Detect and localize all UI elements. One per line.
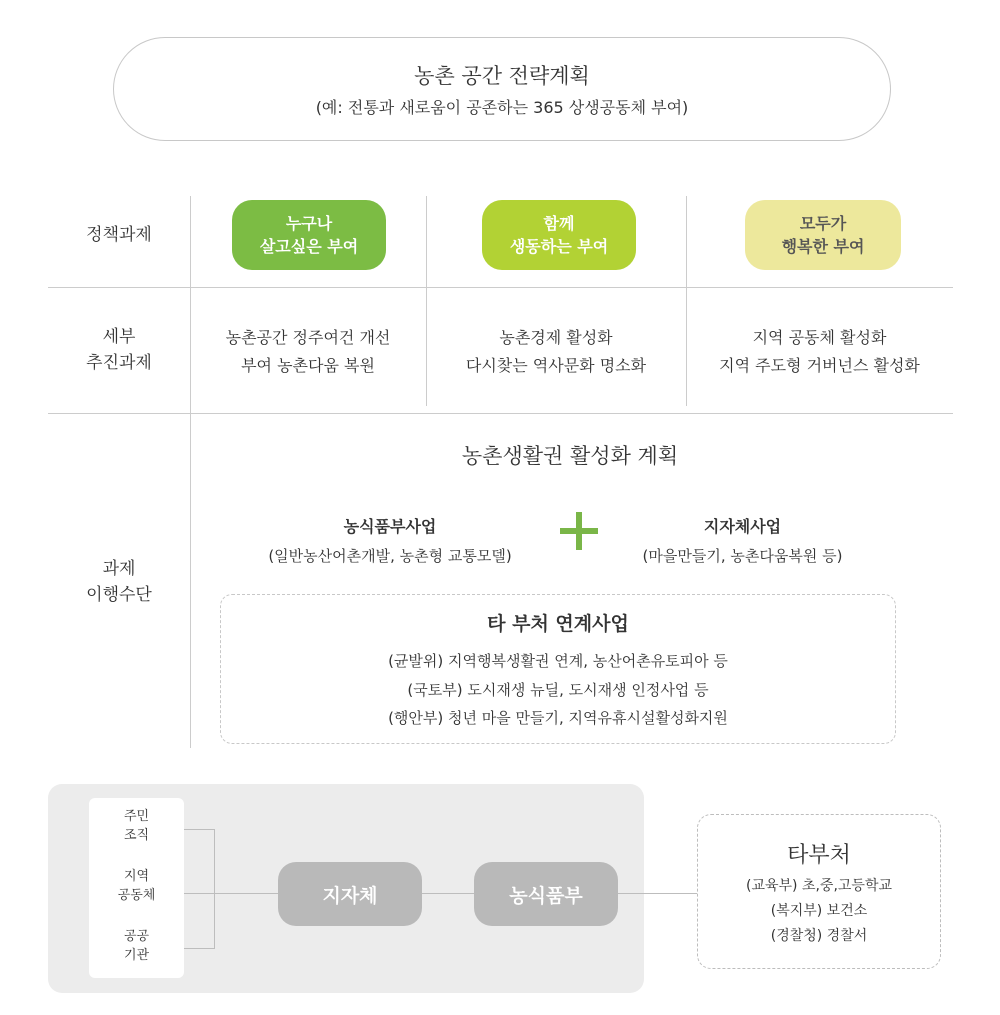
policy-badge-line: 모두가 — [799, 214, 847, 233]
bracket-connector-top — [184, 829, 215, 830]
other-ministry-welfare: (복지부) 보건소 — [770, 903, 868, 919]
local-gov-node-label: 지자체 — [322, 884, 378, 907]
stakeholder-line: 조직 — [123, 828, 150, 843]
living-area-plan-title: 농촌생활권 활성화 계획 — [461, 444, 679, 468]
detail-task-3 — [686, 324, 953, 380]
detail-task-line: 농촌경제 활성화 — [499, 328, 613, 347]
ministry-project-title: 농식품부사업 — [343, 517, 437, 536]
other-ministry-police: (경찰청) 경찰서 — [770, 928, 868, 944]
other-ministry-linkage-title: 타 부처 연계사업 — [487, 613, 629, 635]
means-row-label-line: 과제 — [102, 559, 136, 579]
linkage-item-interior-ministry: (행안부) 청년 마을 만들기, 지역유휴시설활성화지원 — [388, 709, 728, 727]
column-divider-label — [190, 196, 191, 748]
row-divider-1 — [48, 287, 953, 288]
other-ministry-connector — [618, 893, 697, 894]
strategy-plan-subtitle: (예: 전통과 새로움이 공존하는 365 상생공동체 부여) — [315, 98, 689, 117]
stakeholder-line: 지역 — [123, 869, 150, 884]
detail-task-line: 다시찾는 역사문화 명소화 — [465, 356, 647, 375]
stakeholder-community — [89, 867, 184, 905]
policy-badge-vibrant — [482, 200, 636, 270]
means-row-label — [48, 556, 190, 608]
plus-icon-horizontal — [560, 528, 598, 534]
detail-task-line: 농촌공간 정주여건 개선 — [225, 328, 391, 347]
ministry-node-label: 농식품부 — [509, 884, 583, 907]
policy-badge-line: 누구나 — [285, 214, 333, 233]
node-connector — [422, 893, 474, 894]
policy-badge-line: 생동하는 부여 — [509, 237, 609, 256]
policy-badge-line: 행복한 부여 — [781, 237, 865, 256]
detail-row-label — [48, 324, 190, 376]
stakeholder-residents — [89, 807, 184, 845]
bracket-connector-middle — [184, 893, 278, 894]
bracket-connector-vertical — [214, 829, 215, 949]
stakeholder-line: 주민 — [123, 809, 150, 824]
bracket-connector-bottom — [184, 948, 215, 949]
policy-badge-happy — [745, 200, 901, 270]
linkage-item-land-ministry: (국토부) 도시재생 뉴딜, 도시재생 인정사업 등 — [407, 681, 709, 699]
means-row-label-line: 이행수단 — [86, 585, 152, 605]
local-gov-node — [278, 862, 422, 926]
stakeholder-line: 기관 — [123, 948, 150, 963]
local-gov-project-title: 지자체사업 — [703, 517, 782, 536]
detail-task-line: 부여 농촌다움 복원 — [241, 356, 375, 375]
detail-task-line: 지역 주도형 거버넌스 활성화 — [719, 356, 920, 375]
local-gov-project-subtitle: (마을만들기, 농촌다움복원 등) — [642, 547, 843, 565]
linkage-item-balanced-dev: (균발위) 지역행복생활권 연계, 농산어촌유토피아 등 — [388, 652, 728, 670]
ministry-node — [474, 862, 618, 926]
detail-task-2 — [426, 324, 686, 380]
detail-task-1 — [190, 324, 426, 380]
stakeholder-line: 공공 — [123, 929, 150, 944]
row-divider-2 — [48, 413, 953, 414]
policy-badge-line: 살고싶은 부여 — [259, 237, 359, 256]
policy-row-label-text: 정책과제 — [86, 225, 152, 245]
strategy-plan-title: 농촌 공간 전략계획 — [414, 64, 590, 88]
other-ministry-title: 타부처 — [787, 843, 851, 868]
other-ministry-education: (교육부) 초,중,고등학교 — [746, 878, 892, 894]
stakeholder-line: 공동체 — [117, 888, 156, 903]
detail-row-label-line: 추진과제 — [86, 353, 152, 373]
detail-row-label-line: 세부 — [102, 327, 136, 347]
ministry-project-subtitle: (일반농산어촌개발, 농촌형 교통모델) — [268, 547, 512, 565]
detail-task-line: 지역 공동체 활성화 — [752, 328, 887, 347]
policy-row-label — [48, 222, 190, 248]
policy-badge-livable — [232, 200, 386, 270]
policy-badge-line: 함께 — [543, 214, 575, 233]
stakeholder-public — [89, 927, 184, 965]
